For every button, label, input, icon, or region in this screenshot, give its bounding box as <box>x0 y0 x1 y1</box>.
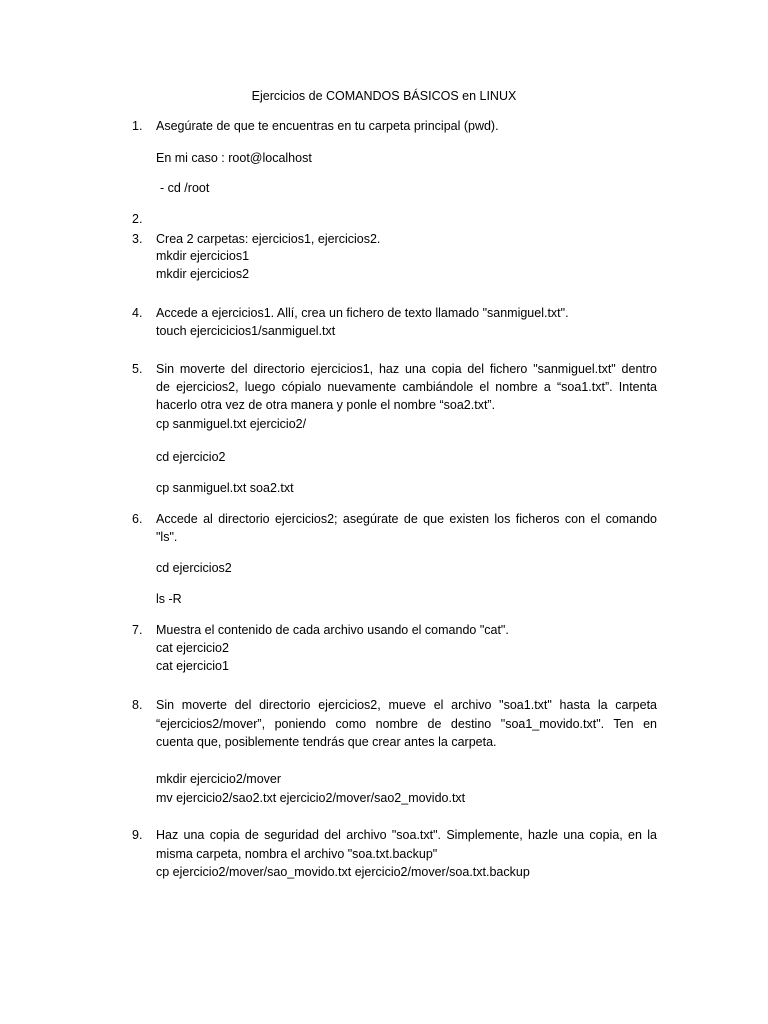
item-1-number: 1. <box>132 119 143 133</box>
item-4-number: 4. <box>132 306 143 320</box>
item-7-number: 7. <box>132 623 143 637</box>
item-7-command-2: cat ejercicio1 <box>156 659 229 673</box>
item-3-text: Crea 2 carpetas: ejercicios1, ejercicios2. <box>156 232 381 246</box>
item-6-text-line-2: "ls". <box>156 530 178 544</box>
item-5-text-line-2: de ejercicios2, luego cópialo nuevamente cambiándole el nombre a “soa1.txt”. Intenta <box>156 380 657 394</box>
item-6-command-1: cd ejercicios2 <box>156 561 232 575</box>
item-9-text-line-2: misma carpeta, nombra el archivo "soa.txt.backup" <box>156 847 438 861</box>
item-1-command: - cd /root <box>160 181 210 195</box>
item-5-command-2: cd ejercicio2 <box>156 450 226 464</box>
item-5-text-line-1: Sin moverte del directorio ejercicios1, haz una copia del fichero "sanmiguel.txt" dentro <box>156 362 657 376</box>
item-3-command-1: mkdir ejercicios1 <box>156 249 250 263</box>
item-8-number: 8. <box>132 698 143 712</box>
item-9-number: 9. <box>132 828 143 842</box>
item-9-command-1: cp ejercicio2/mover/sao_movido.txt ejercicio2/mover/soa.txt.backup <box>156 865 530 879</box>
item-8-command-1: mkdir ejercicio2/mover <box>156 772 282 786</box>
item-5-command-1: cp sanmiguel.txt ejercicio2/ <box>156 417 307 431</box>
item-4-text: Accede a ejercicios1. Allí, crea un fichero de texto llamado "sanmiguel.txt". <box>156 306 569 320</box>
item-3-command-2: mkdir ejercicios2 <box>156 267 250 281</box>
item-8-text-line-3: cuenta que, posiblemente tendrás que crear antes la carpeta. <box>156 735 497 749</box>
item-6-command-2: ls -R <box>156 592 182 606</box>
item-4-command-1: touch ejercicicios1/sanmiguel.txt <box>156 324 336 338</box>
item-7-text: Muestra el contenido de cada archivo usando el comando "cat". <box>156 623 509 637</box>
item-3-number: 3. <box>132 232 143 246</box>
item-5-text-line-3: hacerlo otra vez de otra manera y ponle el nombre “soa2.txt”. <box>156 398 496 412</box>
item-8-text-line-1: Sin moverte del directorio ejercicios2, mueve el archivo "soa1.txt" hasta la carpeta <box>156 698 657 712</box>
item-1-note: En mi caso : root@localhost <box>156 151 312 165</box>
item-1-text: Asegúrate de que te encuentras en tu carpeta principal (pwd). <box>156 119 499 133</box>
item-7-command-1: cat ejercicio2 <box>156 641 229 655</box>
item-8-command-2: mv ejercicio2/sao2.txt ejercicio2/mover/sao2_movido.txt <box>156 791 466 805</box>
item-5-command-3: cp sanmiguel.txt soa2.txt <box>156 481 294 495</box>
document-title: Ejercicios de COMANDOS BÁSICOS en LINUX <box>251 89 517 103</box>
item-6-number: 6. <box>132 512 143 526</box>
item-6-text-line-1: Accede al directorio ejercicios2; asegúrate de que existen los ficheros con el comando <box>156 512 657 526</box>
item-2-number: 2. <box>132 212 143 226</box>
item-9-text-line-1: Haz una copia de seguridad del archivo "soa.txt". Simplemente, hazle una copia, en la <box>156 828 657 842</box>
item-5-number: 5. <box>132 362 143 376</box>
item-8-text-line-2: “ejercicios2/mover”, poniendo como nombre de destino "soa1_movido.txt". Ten en <box>156 717 657 731</box>
